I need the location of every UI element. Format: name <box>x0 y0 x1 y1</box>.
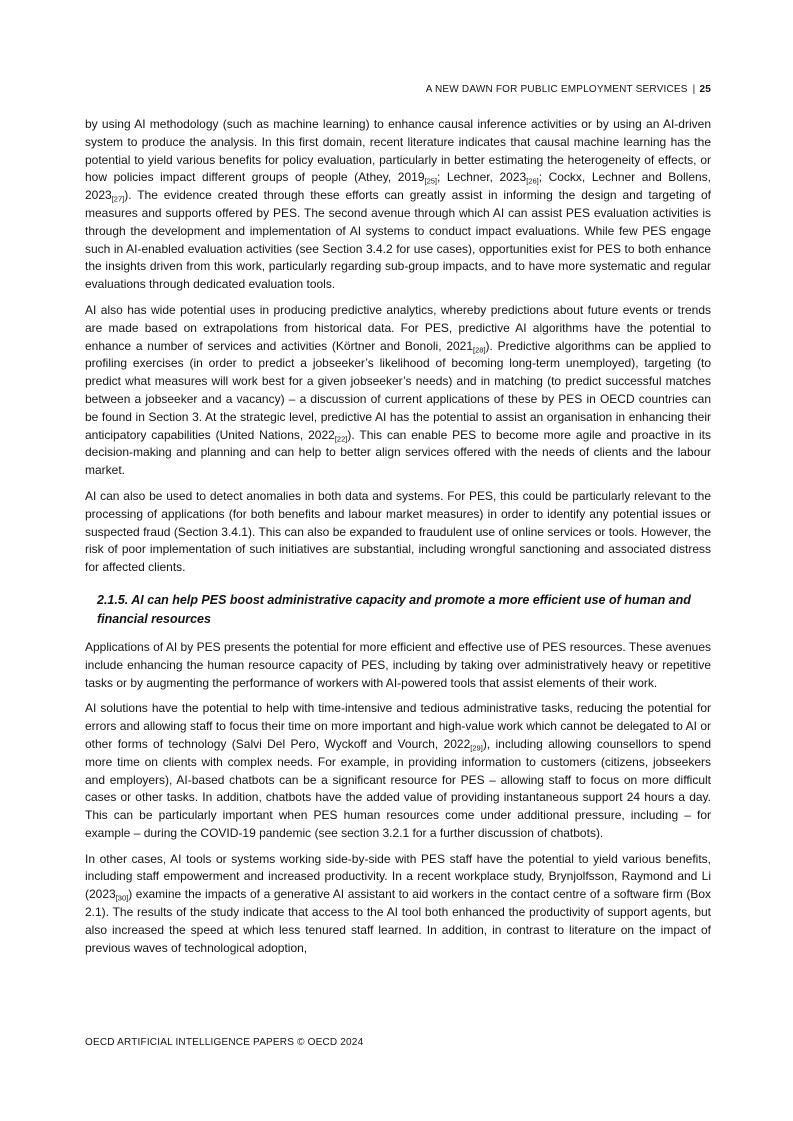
paragraph-admin-tasks-chatbots: AI solutions have the potential to help with time-intensive and tedious administrative tasks, reducing the potential for errors and allowing staff to focus their time on more important and high-value work which cannot be delegated to AI or other forms of technology (Salvi Del Pero, Wyckoff and Vourch, $2022_{[29]}$), including allowing counsellors to spend more time on clients with complex needs. For example, in providing information to customers (citizens, jobseekers and employers), AI-based chatbots can be a significant resource for PES – allowing staff to focus on more difficult cases or other tasks. In addition, chatbots have the added value of providing instantaneous support 24 hours a day. This can be particularly important when PES human resources come under additional pressure, including – for example – during the COVID-19 pandemic (see section 3.2.1 for a further discussion of chatbots). <box>85 701 711 840</box>
section-heading-2-1-5: 2.1.5. AI can help PES boost administrative capacity and promote a more efficient use of human and financial resources <box>97 592 691 627</box>
paragraph-staff-productivity: In other cases, AI tools or systems working side-by-side with PES staff have the potential to yield various benefits, including staff empowerment and increased productivity. In a recent workplace study, Brynjolfsson, Raymond and Li $(2023_{[30]})$ examine the impacts of a generative AI assistant to aid workers in the contact centre of a software firm (Box 2.1). The results of the study indicate that access to the AI tool both enhanced the productivity of support agents, but also increased the speed at which less tenured staff learned. In addition, in contrast to literature on the impact of previous waves of technological adoption, <box>85 851 711 955</box>
page-body <box>85 116 711 965</box>
paragraph-admin-capacity: Applications of AI by PES presents the potential for more efficient and effective use of PES resources. These avenues include enhancing the human resource capacity of PES, including by taking over administratively heavy or repetitive tasks or by augmenting the performance of workers with AI-powered tools that assist elements of their work. <box>85 639 711 690</box>
page-footer <box>85 1037 363 1048</box>
paragraph-predictive-analytics: AI also has wide potential uses in producing predictive analytics, whereby predictions about future events or trends are made based on extrapolations from historical data. For PES, predictive AI algorithms have the potential to enhance a number of services and activities (Körtner and Bonoli, $2021_{[28]}$). Predictive algorithms can be applied to profiling exercises (in order to predict a jobseeker’s likelihood of becoming long-term unemployed), targeting (to predict what measures will work best for a given jobseeker’s needs) and in matching (to predict successful matches between a jobseeker and a vacancy) – a discussion of current applications of these by PES in OECD countries can be found in Section 3. At the strategic level, predictive AI has the potential to assist an organisation in enhancing their anticipatory capabilities (United Nations, $2022_{[22]}$). This can enable PES to become more agile and proactive in its decision-making and planning and can help to better align services offered with the needs of clients and the labour market. <box>85 302 711 478</box>
running-header-title: A NEW DAWN FOR PUBLIC EMPLOYMENT SERVICES <box>425 84 688 95</box>
paragraph-anomaly-detection: AI can also be used to detect anomalies in both data and systems. For PES, this could be particularly relevant to the processing of applications (for both benefits and labour market measures) in order to identify any potential issues or suspected fraud (Section 3.4.1). This can also be expanded to fraudulent use of online services or tools. However, the risk of poor implementation of such initiatives are substantial, including wrongful sanctioning and associated distress for affected clients. <box>85 488 711 575</box>
paragraph-causal-inference: by using AI methodology (such as machine learning) to enhance causal inference activities or by using an AI-driven system to produce the analysis. In this first domain, recent literature indicates that causal machine learning has the potential to yield various benefits for policy evaluation, particularly in better estimating the heterogeneity of effects, or how policies impact different groups of people (Athey, $2019_{[25]}$; Lechner, $2023_{[26]}$; Cockx, Lechner and Bollens, $2023_{[27]}$). The evidence created through these efforts can greatly assist in informing the design and targeting of measures and supports offered by PES. The second avenue through which AI can assist PES evaluation activities is through the development and implementation of AI systems to conduct impact evaluations. While few PES engage such in AI-enabled evaluation activities (see Section 3.4.2 for use cases), opportunities exist for PES to both enhance the insights driven from this work, particularly regarding sub-group impacts, and to have more systematic and regular evaluations through dedicated evaluation tools. <box>85 117 711 292</box>
header-separator: | <box>692 84 696 95</box>
footer-text: OECD ARTIFICIAL INTELLIGENCE PAPERS © OECD 2024 <box>85 1037 364 1048</box>
page-number: 25 <box>699 84 711 95</box>
page-header <box>85 84 711 95</box>
